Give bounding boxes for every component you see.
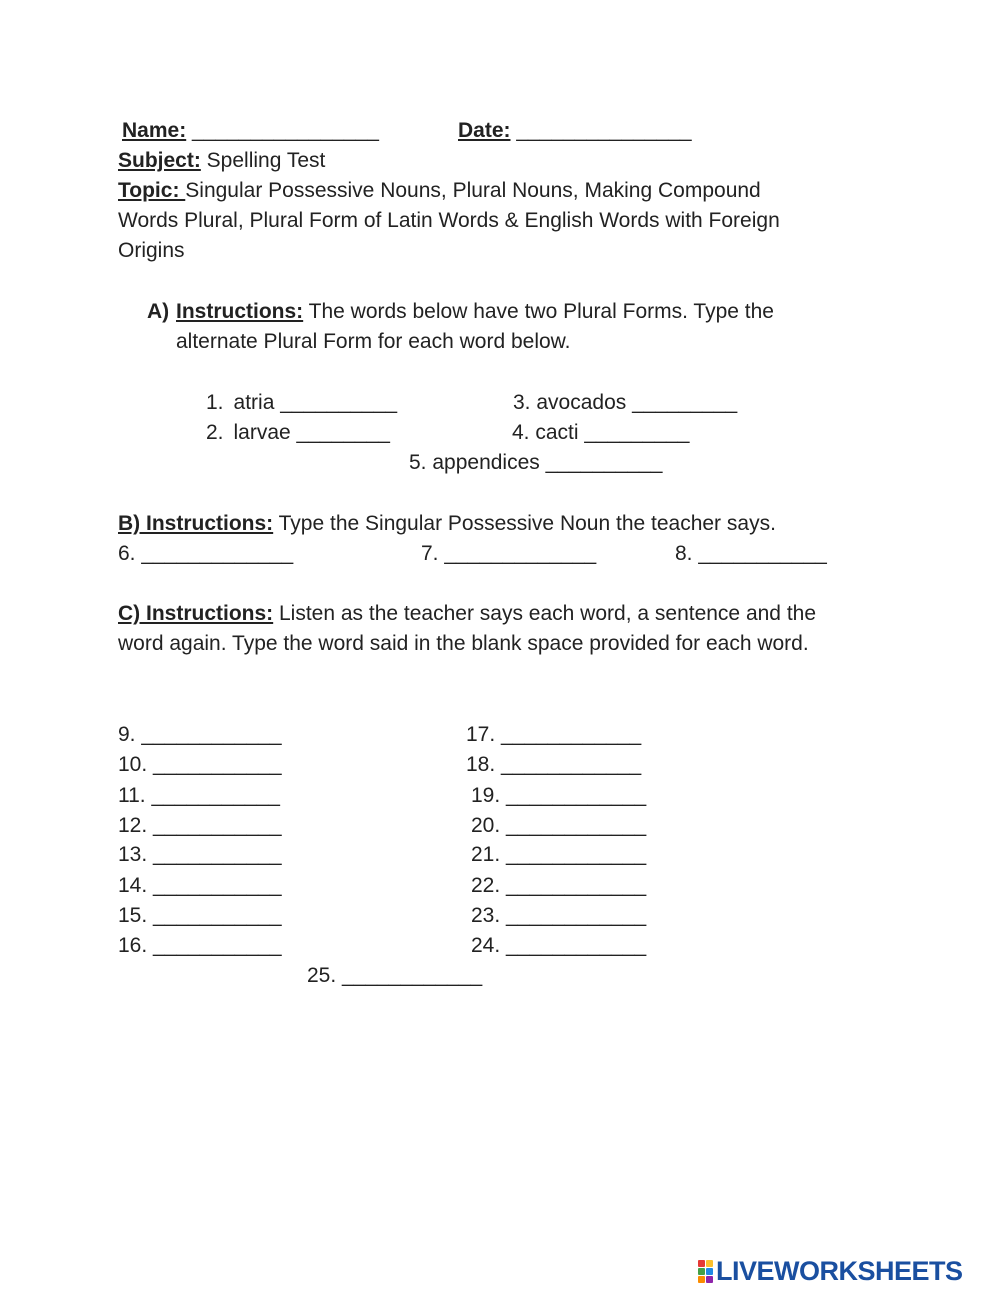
c-item-21[interactable]: 21. ____________ bbox=[471, 843, 647, 866]
c-item-15[interactable]: 15. ___________ bbox=[118, 904, 282, 927]
a-item-5[interactable]: 5. appendices __________ bbox=[409, 451, 663, 474]
c-item-16[interactable]: 16. ___________ bbox=[118, 934, 282, 957]
logo-block bbox=[706, 1268, 713, 1275]
name-blank[interactable]: ________________ bbox=[192, 119, 379, 142]
date-field bbox=[458, 118, 692, 144]
section-a-instructions-2: alternate Plural Form for each word below. bbox=[176, 330, 571, 353]
section-a-marker: A) bbox=[147, 300, 170, 323]
c-item-13[interactable]: 13. ___________ bbox=[118, 843, 282, 866]
liveworksheets-logo bbox=[698, 1256, 963, 1286]
logo-block bbox=[706, 1276, 713, 1283]
c-item-10[interactable]: 10. ___________ bbox=[118, 753, 282, 776]
date-label: Date: bbox=[458, 119, 511, 142]
section-c-text-1: Listen as the teacher says each word, a sentence and the bbox=[273, 602, 817, 625]
logo-block bbox=[698, 1276, 705, 1283]
b-item-8[interactable]: 8. ___________ bbox=[675, 542, 827, 565]
b-item-6[interactable]: 6. _____________ bbox=[118, 542, 294, 565]
name-field bbox=[122, 118, 379, 144]
section-b-label: B) Instructions: bbox=[118, 512, 274, 535]
section-c-instructions-1 bbox=[118, 601, 816, 627]
logo-text: LIVEWORKSHEETS bbox=[716, 1255, 963, 1286]
subject-label: Subject: bbox=[118, 149, 201, 172]
c-item-20[interactable]: 20. ____________ bbox=[471, 814, 647, 837]
topic-line-1 bbox=[118, 178, 761, 204]
c-item-12[interactable]: 12. ___________ bbox=[118, 814, 282, 837]
section-c-label: C) Instructions: bbox=[118, 602, 274, 625]
logo-blocks-icon bbox=[698, 1260, 713, 1283]
c-item-14[interactable]: 14. ___________ bbox=[118, 874, 282, 897]
c-item-9[interactable]: 9. ____________ bbox=[118, 723, 282, 746]
section-b-instructions bbox=[118, 511, 776, 537]
logo-block bbox=[706, 1260, 713, 1267]
section-a-instructions-1 bbox=[176, 299, 774, 325]
c-item-24[interactable]: 24. ____________ bbox=[471, 934, 647, 957]
c-item-19[interactable]: 19. ____________ bbox=[471, 784, 647, 807]
c-item-18[interactable]: 18. ____________ bbox=[466, 753, 642, 776]
name-label: Name: bbox=[122, 119, 187, 142]
logo-block bbox=[698, 1268, 705, 1275]
c-item-11[interactable]: 11. ___________ bbox=[118, 784, 280, 807]
topic-line-2: Words Plural, Plural Form of Latin Words & English Words with Foreign bbox=[118, 209, 780, 232]
topic-label: Topic: bbox=[118, 179, 186, 202]
a-item-1[interactable]: 1. atria __________ bbox=[206, 391, 397, 414]
a-item-4[interactable]: 4. cacti _________ bbox=[512, 421, 690, 444]
topic-text-1: Singular Possessive Nouns, Plural Nouns, Making Compound bbox=[185, 179, 761, 202]
section-a-text-1: The words below have two Plural Forms. Type the bbox=[303, 300, 774, 323]
c-item-25[interactable]: 25. ____________ bbox=[307, 964, 483, 987]
c-item-17[interactable]: 17. ____________ bbox=[466, 723, 642, 746]
topic-line-3: Origins bbox=[118, 239, 185, 262]
c-item-22[interactable]: 22. ____________ bbox=[471, 874, 647, 897]
a-item-3[interactable]: 3. avocados _________ bbox=[513, 391, 738, 414]
b-item-7[interactable]: 7. _____________ bbox=[421, 542, 597, 565]
subject-line bbox=[118, 148, 325, 174]
section-b-text: Type the Singular Possessive Noun the teacher says. bbox=[273, 512, 776, 535]
date-blank[interactable]: _______________ bbox=[516, 119, 692, 142]
subject-value: Spelling Test bbox=[200, 149, 326, 172]
logo-block bbox=[698, 1260, 705, 1267]
section-c-instructions-2: word again. Type the word said in the blank space provided for each word. bbox=[118, 632, 809, 655]
c-item-23[interactable]: 23. ____________ bbox=[471, 904, 647, 927]
a-item-2[interactable]: 2. larvae ________ bbox=[206, 421, 390, 444]
section-a-label: Instructions: bbox=[176, 300, 304, 323]
